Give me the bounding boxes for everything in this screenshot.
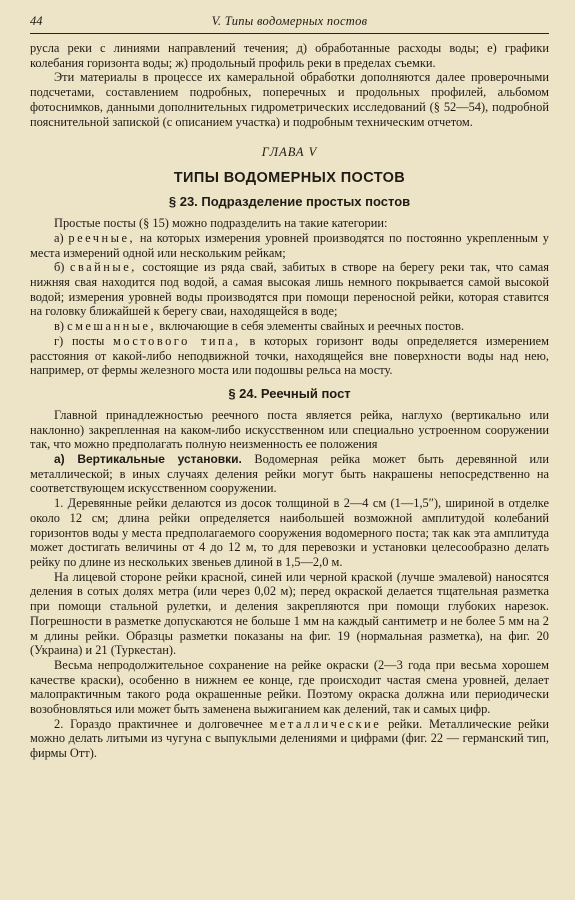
section-23-heading: § 23. Подразделение простых постов [168, 194, 411, 210]
section-24-heading: § 24. Реечный пост [228, 385, 351, 401]
chapter-title: ТИПЫ ВОДОМЕРНЫХ ПОСТОВ [173, 170, 406, 187]
category-b: б) свайные, состоящие из ряда свай, забитых в створе на берегу реки так, что самая нижняя свая находится под водой, а самая высокая лишь немного покрывается самой высокой водой; измерения уровней воды производятся при помощи переносной рейки, которая ставится на головку ближайшей к берегу сваи, находящейся в воде; [30, 260, 549, 319]
vertical-installations-label: а) Вертикальные установки. [54, 452, 242, 467]
page-number: 44 [30, 14, 43, 28]
running-title: V. Типы водомерных постов [211, 14, 368, 28]
chapter-label: ГЛАВА V [261, 145, 318, 160]
category-a: а) реечные, на которых измерения уровней производятся по постоянно укрепленным у места измерений одной или нескольким рейкам; [30, 230, 549, 260]
category-v: в) смешанные, включающие в себя элементы свайных и реечных постов. [54, 319, 465, 334]
vertical-installations-paragraph: а) Вертикальные установки. Водомерная рейка может быть деревянной или металлической; в иных случаях деления рейки могут быть накрашены непосредственно на соответствующем искусственном сооружении. [30, 452, 549, 496]
metal-rods-paragraph: 2. Гораздо практичнее и долговечнее металлические рейки. Металлические рейки можно делать литыми из чугуна с выпуклыми делениями и цифрами (фиг. 22 — германский тип, фирмы Отт). [30, 716, 549, 761]
intro-paragraph-2: Эти материалы в процессе их камеральной обработки дополняются далее проверочными подсчетами, составлением подробных, поперечных и продольных профилей, альбомом фотоснимков, данными дополнительных гидрометрических исследований (§ 52—54), подробной пояснительной запиской (с описанием участка) и подробным техническим отчетом. [30, 70, 549, 129]
category-g: г) посты мостового типа, в которых горизонт воды определяется измерением расстояния от какой-либо неподвижной точки, находящейся вне поверхности воды над нею, например, от фермы железного моста или подошвы рельса на мосту. [30, 333, 549, 378]
section-23-lead: Простые посты (§ 15) можно подразделить на такие категории: [54, 216, 388, 231]
rod-face-paragraph: На лицевой стороне рейки красной, синей или черной краской (лучше эмалевой) наносятся деления в сотых долях метра (или через 0,02 м); перед окраской делается тщательная разметка при помощи стальной рулетки, и деления закрепляются при помощи глубоких нарезок. Погрешности в разметке допускаются не больше 1 мм на каждый сантиметр и не более 5 мм на 2 м длины рейки. Образцы разметки показаны на фиг. 19 (нормальная разметка), на фиг. 20 (Украина) и 21 (Туркестан). [30, 569, 549, 658]
header-rule [30, 33, 549, 34]
paint-paragraph: Весьма непродолжительное сохранение на рейке окраски (2—3 года при весьма хорошем качестве краски), особенно в нижнем ее конце, где происходит частая смена уровней, делает малопрактичным такого рода окрашенные рейки. Поэтому окраска должна или периодически возобновляться или может быть заменена выжиганием как делений, так и самых цифр. [30, 657, 549, 717]
intro-paragraph-1: русла реки с линиями направлений течения; д) обработанные расходы воды; е) графики колебания горизонта воды; ж) продольный профиль реки в пределах съемки. [30, 41, 549, 70]
wooden-rods-paragraph: 1. Деревянные рейки делаются из досок толщиной в 2—4 см (1—1,5″), шириной в отделке около 12 см; длина рейки определяется наибольшей возможной амплитудой колебаний горизонтов воды у места предполагаемого сооружения водомерного поста; так как эта амплитуда может достигать величины от 4 до 12 м, то для перевозки и установки целесообразно делать рейку по длине из нескольких звеньев длиной в 1,5—2,0 м. [30, 496, 549, 569]
section-24-paragraph-1: Главной принадлежностью реечного поста является рейка, наглухо (вертикально или наклонно) закрепленная на каком-либо искусственном или специально устроенном сооружении так, что можно предполагать полную неизменность ее положения [30, 407, 549, 452]
page-header [30, 14, 549, 29]
